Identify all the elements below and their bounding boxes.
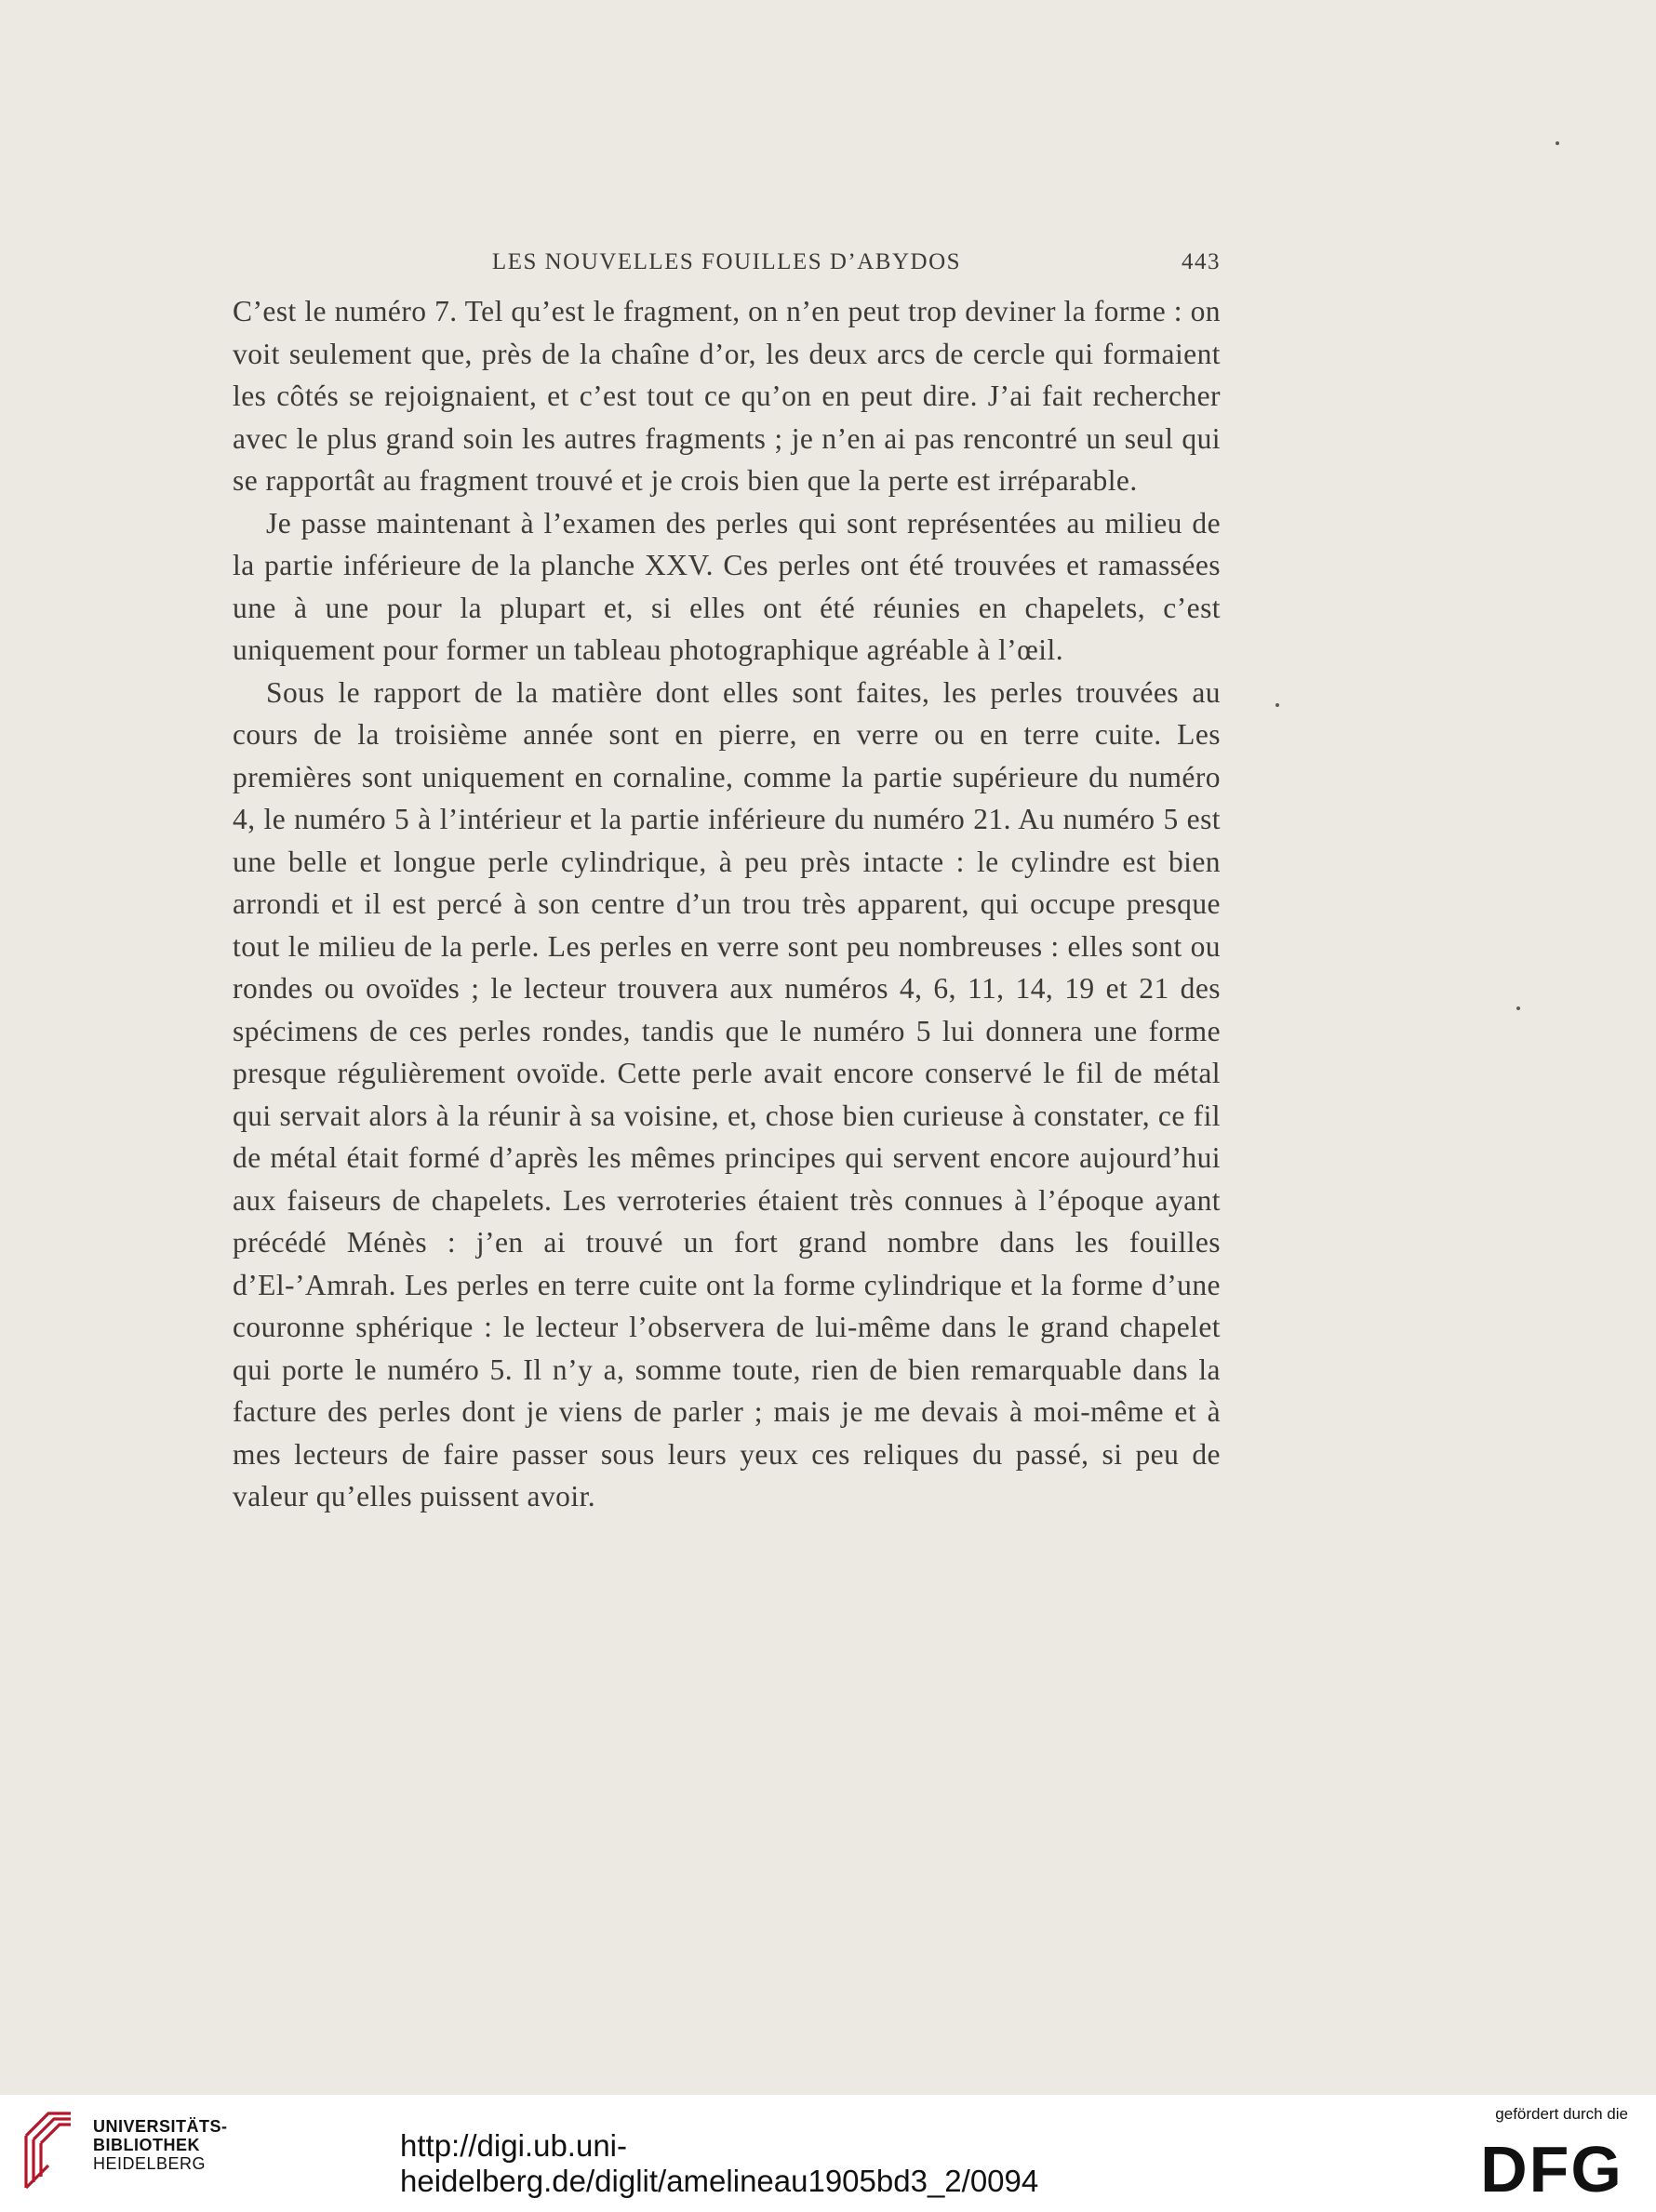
paragraph-1: C’est le numéro 7. Tel qu’est le fragment, on n’en peut trop deviner la forme : on voit seulement que, près de la chaîne d’or, les deux arcs de cercle qui formaient les côtés se rejoignaient, et c’est tout ce qu’on en peut dire. J’ai fait rechercher avec le plus grand soin les autres fragments ; je n’en ai pas rencontré un seul qui se rapportât au fragment trouvé et je crois bien que la perte est irréparable.	[233, 295, 1221, 497]
scan-speck	[1516, 1006, 1520, 1010]
library-name-line-3: HEIDELBERG	[93, 2154, 207, 2173]
sponsor-note: gefördert durch die	[1495, 2105, 1628, 2123]
library-name-line-2: BIBLIOTHEK	[93, 2136, 200, 2154]
dfg-logo-icon	[1476, 2136, 1628, 2197]
library-name-line-1: UNIVERSITÄTS-	[93, 2117, 228, 2136]
page-number: 443	[1182, 249, 1221, 274]
paragraph-2: Je passe maintenant à l’examen des perles qui sont représentées au milieu de la partie inférieure de la planche XXV. Ces perles ont été trouvées et ramassées une à une pour la plupart et, si elles ont été réunies en chapelets, c’est uniquement pour former un tableau photographique agréable à l’œil.	[233, 506, 1221, 666]
running-title: LES NOUVELLES FOUILLES D’ABYDOS	[491, 249, 962, 274]
body-text	[233, 290, 1221, 1518]
scan-speck	[1556, 141, 1559, 145]
university-library-heidelberg-logo-icon	[20, 2108, 74, 2193]
running-head	[233, 244, 1221, 281]
library-name	[93, 2117, 228, 2173]
paragraph-3: Sous le rapport de la matière dont elles sont faites, les perles trouvées au cours de la troisième année sont en pierre, en verre ou en terre cuite. Les premières sont uniquement en cornaline, comme la partie supérieure du numéro 4, le numéro 5 à l’intérieur et la partie inférieure du numéro 21. Au numéro 5 est une belle et longue perle cylindrique, à peu près intacte : le cylindre est bien arrondi et il est percé à son centre d’un trou très apparent, qui occupe presque tout le milieu de la perle. Les perles en verre sont peu nombreuses : elles sont ou rondes ou ovoïdes ; le lecteur trouvera aux numéros 4, 6, 11, 14, 19 et 21 des spécimens de ces perles rondes, tandis que le numéro 5 lui donnera une forme presque régulièrement ovoïde. Cette perle avait encore conservé le fil de métal qui servait alors à la réunir à sa voisine, et, chose bien curieuse à constater, ce fil de métal était formé d’après les mêmes principes qui servent encore aujourd’hui aux faiseurs de chapelets. Les verroteries étaient très connues à l’époque ayant précédé Ménès : j’en ai trouvé un fort grand nombre dans les fouilles d’El-’Amrah. Les perles en terre cuite ont la forme cylindrique et la forme d’une couronne sphérique : le lecteur l’observera de lui-même dans le grand chapelet qui porte le numéro 5. Il n’y a, somme toute, rien de bien remarquable dans la facture des perles dont je viens de parler ; mais je me devais à moi-même et à mes lecteurs de faire passer sous leurs yeux ces reliques du passé, si peu de valeur qu’elles puissent avoir.	[233, 675, 1221, 1512]
dfg-logo-text: DFG	[1480, 2136, 1623, 2197]
scan-speck	[1275, 703, 1279, 707]
permalink-url[interactable]: http://digi.ub.uni-heidelberg.de/diglit/amelineau1905bd3_2/0094	[400, 2128, 1039, 2198]
